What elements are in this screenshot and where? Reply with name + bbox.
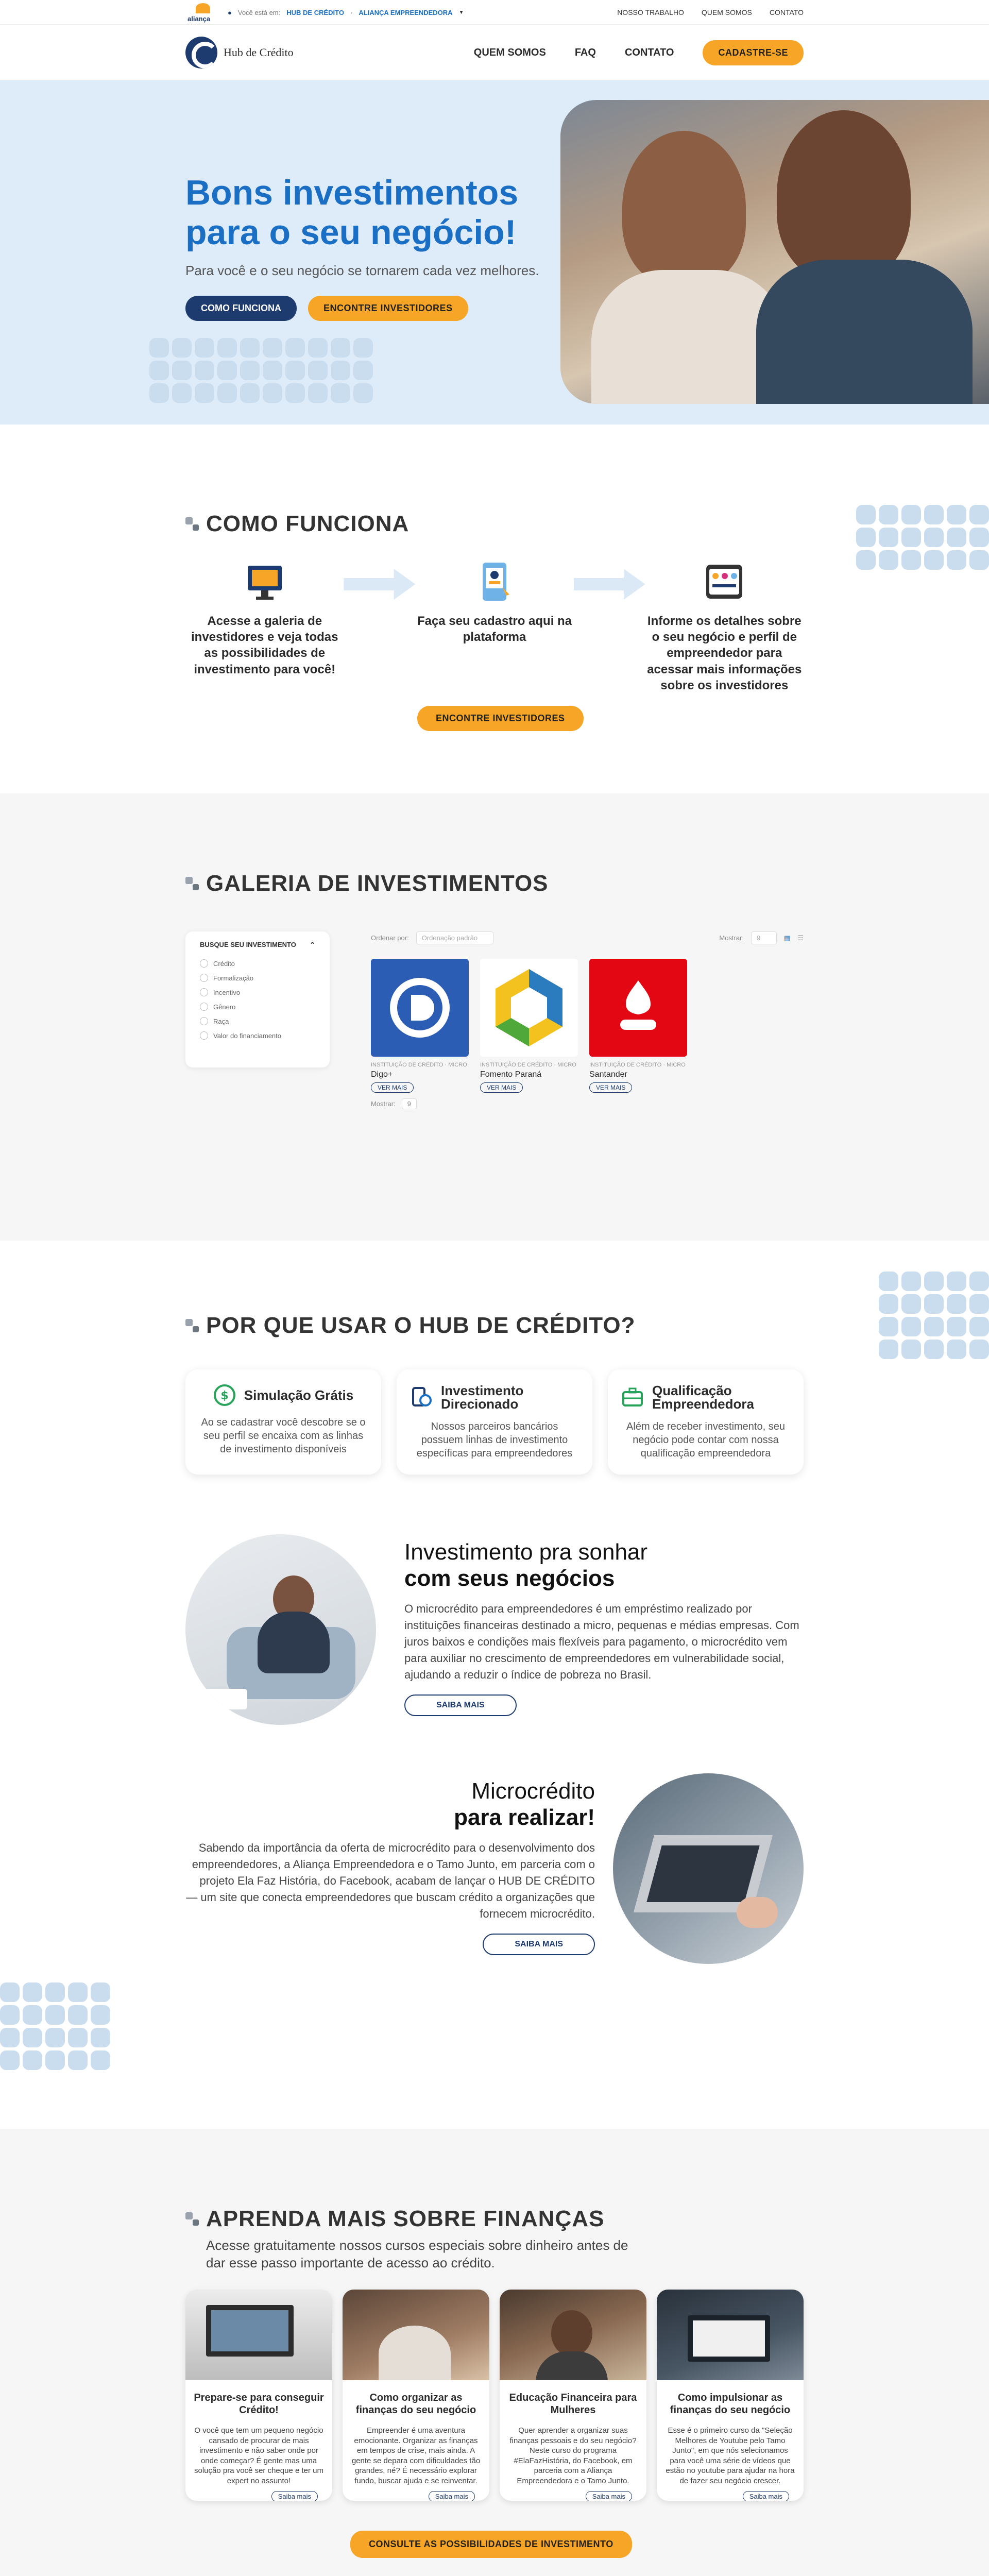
- course-photo: [657, 2290, 804, 2380]
- course-saiba-mais-button[interactable]: Saiba mais: [429, 2491, 475, 2501]
- target-investment-icon: [410, 1386, 433, 1409]
- section-mark-icon: [185, 517, 199, 531]
- encontre-investidores-cta[interactable]: ENCONTRE INVESTIDORES: [417, 706, 584, 731]
- cadastre-se-button[interactable]: CADASTRE-SE: [703, 40, 804, 65]
- filter-option[interactable]: Crédito: [200, 959, 315, 968]
- feature-card: Investimento Direcionado Nossos parceiros bancários possuem linhas de investimento específicas para empreendedores: [397, 1369, 592, 1475]
- por-que-section: [0, 1241, 989, 2129]
- phone-signup-icon: [471, 558, 518, 605]
- filter-option[interactable]: Gênero: [200, 1003, 315, 1011]
- course-card[interactable]: Prepare-se para conseguir Crédito! O você que tem um pequeno negócio cansado de procurar de mais investimento e não saber onde por onde começar? É gente mas uma solução pra você ser cheque e ter um expert no assunto! Saiba mais: [185, 2290, 332, 2501]
- galeria-section: [0, 793, 989, 1241]
- ver-mais-button[interactable]: VER MAIS: [589, 1082, 632, 1093]
- decorative-dots: [856, 505, 989, 570]
- pager-select[interactable]: 9: [402, 1098, 417, 1109]
- hero-photo: [560, 100, 989, 404]
- ver-mais-button[interactable]: VER MAIS: [371, 1082, 414, 1093]
- filter-option[interactable]: Raça: [200, 1017, 315, 1025]
- main-header: [0, 25, 989, 80]
- woman-relaxing-photo: [185, 1534, 376, 1725]
- filter-option[interactable]: Incentivo: [200, 988, 315, 996]
- radio-icon[interactable]: [200, 988, 208, 996]
- filter-option[interactable]: Valor do financiamento: [200, 1031, 315, 1040]
- grid-view-icon[interactable]: ▦: [784, 934, 791, 942]
- course-photo: [343, 2290, 489, 2380]
- course-photo: [185, 2290, 332, 2380]
- location-label: Você está em:: [237, 8, 281, 16]
- por-que-title: POR QUE USAR O HUB DE CRÉDITO?: [185, 1313, 635, 1338]
- briefcase-icon: [621, 1386, 644, 1409]
- saiba-mais-button[interactable]: SAIBA MAIS: [404, 1694, 517, 1716]
- arrow-right-icon: [574, 569, 645, 600]
- radio-icon[interactable]: [200, 1003, 208, 1011]
- hero-section: [0, 80, 989, 425]
- radio-icon[interactable]: [200, 974, 208, 982]
- location-parent[interactable]: ALIANÇA EMPREENDEDORA: [359, 8, 453, 16]
- hero-title: Bons investimentos para o seu negócio!: [185, 173, 519, 252]
- list-view-icon[interactable]: ☰: [797, 934, 804, 942]
- fomento-parana-logo: [480, 959, 578, 1057]
- course-saiba-mais-button[interactable]: Saiba mais: [271, 2491, 318, 2501]
- course-saiba-mais-button[interactable]: Saiba mais: [586, 2491, 632, 2501]
- decorative-dots: [879, 1272, 989, 1359]
- santander-logo: [589, 959, 687, 1057]
- topnav-contato[interactable]: CONTATO: [769, 8, 804, 16]
- step-1: Acesse a galeria de investidores e veja todas as possibilidades de investimento para você!: [185, 558, 344, 693]
- investor-card[interactable]: INSTITUIÇÃO DE CRÉDITO · MICRO Santander VER MAIS: [589, 959, 687, 1093]
- nav-contato[interactable]: CONTATO: [624, 46, 674, 58]
- feature-card: $ Simulação Grátis Ao se cadastrar você descobre se o seu perfil se encaixa com as linhas de investimento disponíveis: [185, 1369, 381, 1475]
- saiba-mais-button[interactable]: SAIBA MAIS: [483, 1934, 595, 1955]
- microcredito-block: [185, 1773, 804, 1969]
- microcredito-text: Sabendo da importância da oferta de microcrédito para o desenvolvimento dos empreendedores, a Aliança Empreendedora e o Tamo Junto, em parceria com o projeto Ela Faz História, do Facebook, acabam de lançar o HUB DE CRÉDITO — um site que conecta empreendedores que buscam crédito a organizações que fornecem microcrédito.: [186, 1841, 595, 1920]
- chevron-down-icon[interactable]: ▼: [458, 9, 464, 15]
- step-3: Informe os detalhes sobre o seu negócio e perfil de empreendedor para acessar mais informações sobre os investidores: [645, 558, 804, 693]
- course-photo: [500, 2290, 646, 2380]
- location-pin-icon: ●: [228, 8, 232, 16]
- hub-logo[interactable]: Hub de Crédito: [185, 37, 294, 69]
- course-saiba-mais-button[interactable]: Saiba mais: [743, 2491, 789, 2501]
- filter-panel: BUSQUE SEU INVESTIMENTO ⌃ Crédito Formalização Incentivo Gênero Raça Valor do financiamento: [185, 931, 330, 1067]
- ver-mais-button[interactable]: VER MAIS: [480, 1082, 523, 1093]
- hub-logo-icon: [185, 37, 217, 69]
- topnav-quem-somos[interactable]: QUEM SOMOS: [701, 8, 752, 16]
- filter-option[interactable]: Formalização: [200, 974, 315, 982]
- section-mark-icon: [185, 877, 199, 890]
- section-mark-icon: [185, 1319, 199, 1332]
- arrow-right-icon: [344, 569, 415, 600]
- como-funciona-button[interactable]: COMO FUNCIONA: [185, 296, 297, 321]
- decorative-dots: [0, 1982, 110, 2070]
- radio-icon[interactable]: [200, 1031, 208, 1040]
- nav-faq[interactable]: FAQ: [574, 46, 596, 58]
- top-bar: aliança ● Você está em: HUB DE CRÉDITO · ALIANÇA EMPREENDEDORA ▼ NOSSO TRABALHO QUEM SOMOS CONTATO: [0, 0, 989, 25]
- encontre-investidores-button[interactable]: ENCONTRE INVESTIDORES: [308, 296, 468, 321]
- monitor-icon: [242, 558, 288, 605]
- pager: Mostrar: 9: [371, 1098, 417, 1109]
- money-icon: [213, 1384, 236, 1406]
- investimento-text: O microcrédito para empreendedores é um empréstimo realizado por instituições financeiras destinado a micro, pequenas e médias empresas. Com juros baixos e condições mais flexíveis para pagamento, o microcrédito vem para auxiliar no crescimento de empreendedores em vulnerabilidade social, ajudando a reduzir o índice de pobreza no Brasil.: [404, 1602, 799, 1681]
- svg-text:$: $: [220, 1389, 229, 1402]
- step-2: Faça seu cadastro aqui na plataforma: [415, 558, 573, 693]
- radio-icon[interactable]: [200, 1017, 208, 1025]
- microcredito-title: Microcrédito para realizar!: [454, 1778, 595, 1830]
- como-funciona-title: COMO FUNCIONA: [185, 511, 409, 537]
- course-card[interactable]: Como organizar as finanças do seu negócio Empreender é uma aventura emocionante. Organizar as finanças em tempos de crise, mais ainda. A gente se depara com dificuldades tão grandes, né? É necessário explorar fundo, buscar ajuda e se reinventar. Saiba mais: [343, 2290, 489, 2501]
- aprenda-section: [0, 2129, 989, 2576]
- feature-card: Qualificação Empreendedora Além de receber investimento, seu negócio pode contar com nossa qualificação empreendedora: [608, 1369, 804, 1475]
- form-details-icon: [701, 558, 747, 605]
- aprenda-title: APRENDA MAIS SOBRE FINANÇAS: [185, 2206, 604, 2232]
- chevron-up-icon[interactable]: ⌃: [310, 941, 315, 948]
- per-page-select[interactable]: 9: [751, 931, 777, 944]
- laptop-desk-photo: [613, 1773, 804, 1964]
- aprenda-subtitle: Acesse gratuitamente nossos cursos especiais sobre dinheiro antes de dar esse passo importante de acesso ao crédito.: [206, 2238, 628, 2270]
- location-current[interactable]: HUB DE CRÉDITO: [286, 8, 344, 16]
- investimento-title: Investimento pra sonhar com seus negócios: [404, 1539, 648, 1591]
- course-card[interactable]: Educação Financeira para Mulheres Quer aprender a organizar suas finanças pessoais e do seu negócio? Neste curso do programa #ElaFazHistória, do Facebook, em parceria com a Aliança Empreendedora e o Tamo Junto. Saiba mais: [500, 2290, 646, 2501]
- sort-select[interactable]: Ordenação padrão: [416, 931, 493, 944]
- galeria-title: GALERIA DE INVESTIMENTOS: [185, 871, 549, 896]
- topnav-nosso-trabalho[interactable]: NOSSO TRABALHO: [617, 8, 684, 16]
- section-mark-icon: [185, 2212, 199, 2226]
- nav-quem-somos[interactable]: QUEM SOMOS: [473, 46, 546, 58]
- investor-card[interactable]: INSTITUIÇÃO DE CRÉDITO · MICRO Fomento Paraná VER MAIS: [480, 959, 578, 1093]
- hero-subtitle: Para você e o seu negócio se tornarem cada vez melhores.: [185, 263, 539, 278]
- alianca-mini-logo[interactable]: aliança: [185, 2, 221, 23]
- investimento-block: [185, 1534, 804, 1730]
- results-area: Ordenar por: Ordenação padrão Mostrar: 9 ▦ ☰ INSTITUIÇÃO DE CRÉDITO · MICRO Digo+ VER MAIS INSTITUIÇÃO DE CRÉDITO · MICRO Fomento Paraná VER MAIS INSTITUIÇÃO DE CRÉDITO · MICRO Santander VER MAIS: [371, 931, 804, 1093]
- consulte-possibilidades-button[interactable]: CONSULTE AS POSSIBILIDADES DE INVESTIMENTO: [350, 2531, 632, 2558]
- course-card[interactable]: Como impulsionar as finanças do seu negócio Esse é o primeiro curso da "Seleção Melhores de Youtube pelo Tamo Junto", em que nós selecionamos para você uma série de vídeos que estão no youtube para ajudar na hora de fazer seu negócio crescer. Saiba mais: [657, 2290, 804, 2501]
- como-funciona-section: [0, 425, 989, 793]
- radio-icon[interactable]: [200, 959, 208, 968]
- investor-card[interactable]: INSTITUIÇÃO DE CRÉDITO · MICRO Digo+ VER MAIS: [371, 959, 469, 1093]
- digo-logo: [371, 959, 469, 1057]
